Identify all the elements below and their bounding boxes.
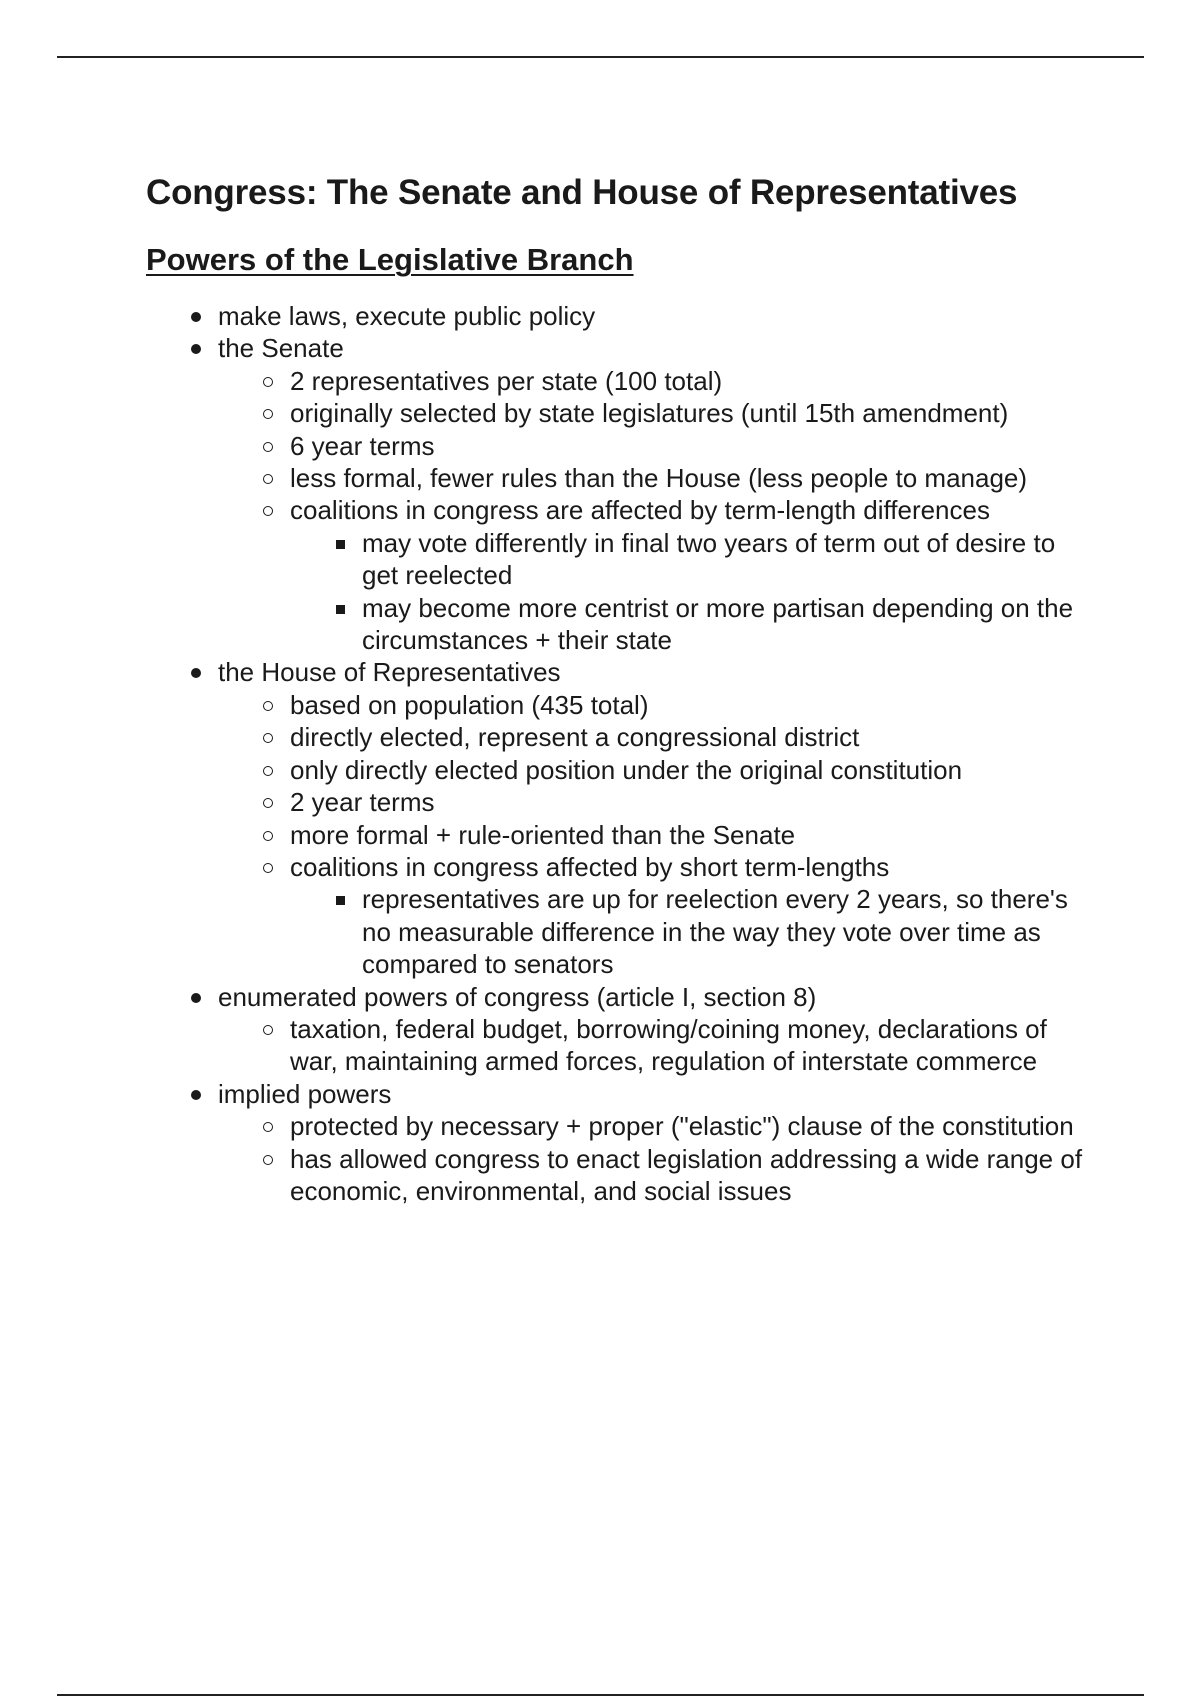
bullet-disc-icon: [186, 1078, 206, 1100]
list-item: [218, 494, 1096, 656]
bottom-rule: [57, 1694, 1144, 1696]
list-item: [290, 883, 1096, 980]
top-rule: [57, 56, 1144, 58]
list-item: [218, 462, 1096, 494]
page-title: Congress: The Senate and House of Representatives: [146, 173, 1018, 212]
list-item: [218, 1110, 1096, 1142]
bullet-square-icon: [330, 527, 350, 549]
list-item: [290, 592, 1096, 657]
bullet-square-icon: [330, 883, 350, 905]
list-item: [218, 754, 1096, 786]
bullet-circle-icon: [258, 1143, 278, 1165]
bullet-circle-icon: [258, 721, 278, 743]
sub-list: [146, 689, 1096, 981]
sub-sub-list: [218, 527, 1096, 657]
list-item: [218, 786, 1096, 818]
list-item-text: implied powers: [218, 1078, 392, 1109]
list-item-text: protected by necessary + proper ("elastic") clause of the constitution: [290, 1111, 1074, 1142]
bullet-circle-icon: [258, 851, 278, 873]
list-item: [218, 430, 1096, 462]
list-item: [146, 332, 1096, 656]
list-item-text: only directly elected position under the original constitution: [290, 754, 963, 785]
list-item: [218, 365, 1096, 397]
section-heading: Powers of the Legislative Branch: [146, 242, 634, 277]
list-item: [218, 819, 1096, 851]
list-item-text: coalitions in congress affected by short term-lengths: [290, 851, 890, 882]
sub-list: [146, 365, 1096, 657]
list-item-text: 2 representatives per state (100 total): [290, 365, 723, 396]
bullet-circle-icon: [258, 689, 278, 711]
list-item: [218, 689, 1096, 721]
bullet-list: [146, 300, 1096, 1207]
list-item: [146, 1078, 1096, 1208]
list-item-text: originally selected by state legislatures (until 15th amendment): [290, 398, 1009, 429]
document-body: [146, 170, 1096, 1207]
list-item: [218, 851, 1096, 981]
list-item-text: less formal, fewer rules than the House (less people to manage): [290, 463, 1028, 494]
list-item-text: make laws, execute public policy: [218, 301, 596, 331]
bullet-disc-icon: [186, 656, 206, 678]
list-item-text: representatives are up for reelection every 2 years, so there's no measurable difference in the way they vote over time as compared to senators: [362, 884, 1068, 980]
list-item-text: has allowed congress to enact legislation addressing a wide range of economic, environmental, and social issues: [290, 1143, 1083, 1206]
bullet-square-icon: [330, 592, 350, 614]
list-item-text: 6 year terms: [290, 430, 435, 461]
bullet-disc-icon: [186, 300, 206, 322]
list-item-text: coalitions in congress are affected by term-length differences: [290, 495, 990, 526]
list-item-text: the Senate: [218, 333, 344, 364]
bullet-circle-icon: [258, 430, 278, 452]
list-item-text: may become more centrist or more partisan depending on the circumstances + their state: [362, 592, 1074, 656]
list-item: [146, 300, 1096, 332]
bullet-circle-icon: [258, 786, 278, 808]
sub-list: [146, 1013, 1096, 1078]
list-item-text: may vote differently in final two years of term out of desire to get reelected: [362, 527, 1056, 591]
bullet-circle-icon: [258, 1110, 278, 1132]
list-item-text: 2 year terms: [290, 787, 435, 818]
list-item: [146, 981, 1096, 1078]
sub-sub-list: [218, 883, 1096, 980]
list-item-text: taxation, federal budget, borrowing/coining money, declarations of war, maintaining armed forces, regulation of interstate commerce: [290, 1013, 1047, 1077]
list-item-text: based on population (435 total): [290, 689, 649, 720]
list-item-text: directly elected, represent a congressional district: [290, 722, 860, 753]
list-item: [290, 527, 1096, 592]
bullet-disc-icon: [186, 332, 206, 354]
bullet-circle-icon: [258, 754, 278, 776]
list-item: [218, 1143, 1096, 1208]
list-item-text: more formal + rule-oriented than the Senate: [290, 819, 796, 850]
bullet-circle-icon: [258, 494, 278, 516]
bullet-circle-icon: [258, 819, 278, 841]
bullet-circle-icon: [258, 462, 278, 484]
bullet-circle-icon: [258, 397, 278, 419]
sub-list: [146, 1110, 1096, 1207]
list-item: [218, 397, 1096, 429]
bullet-circle-icon: [258, 365, 278, 387]
list-item: [218, 721, 1096, 753]
list-item: [146, 656, 1096, 980]
list-item-text: the House of Representatives: [218, 657, 561, 688]
bullet-disc-icon: [186, 981, 206, 1003]
list-item-text: enumerated powers of congress (article I, section 8): [218, 981, 817, 1012]
bullet-circle-icon: [258, 1013, 278, 1035]
list-item: [218, 1013, 1096, 1078]
